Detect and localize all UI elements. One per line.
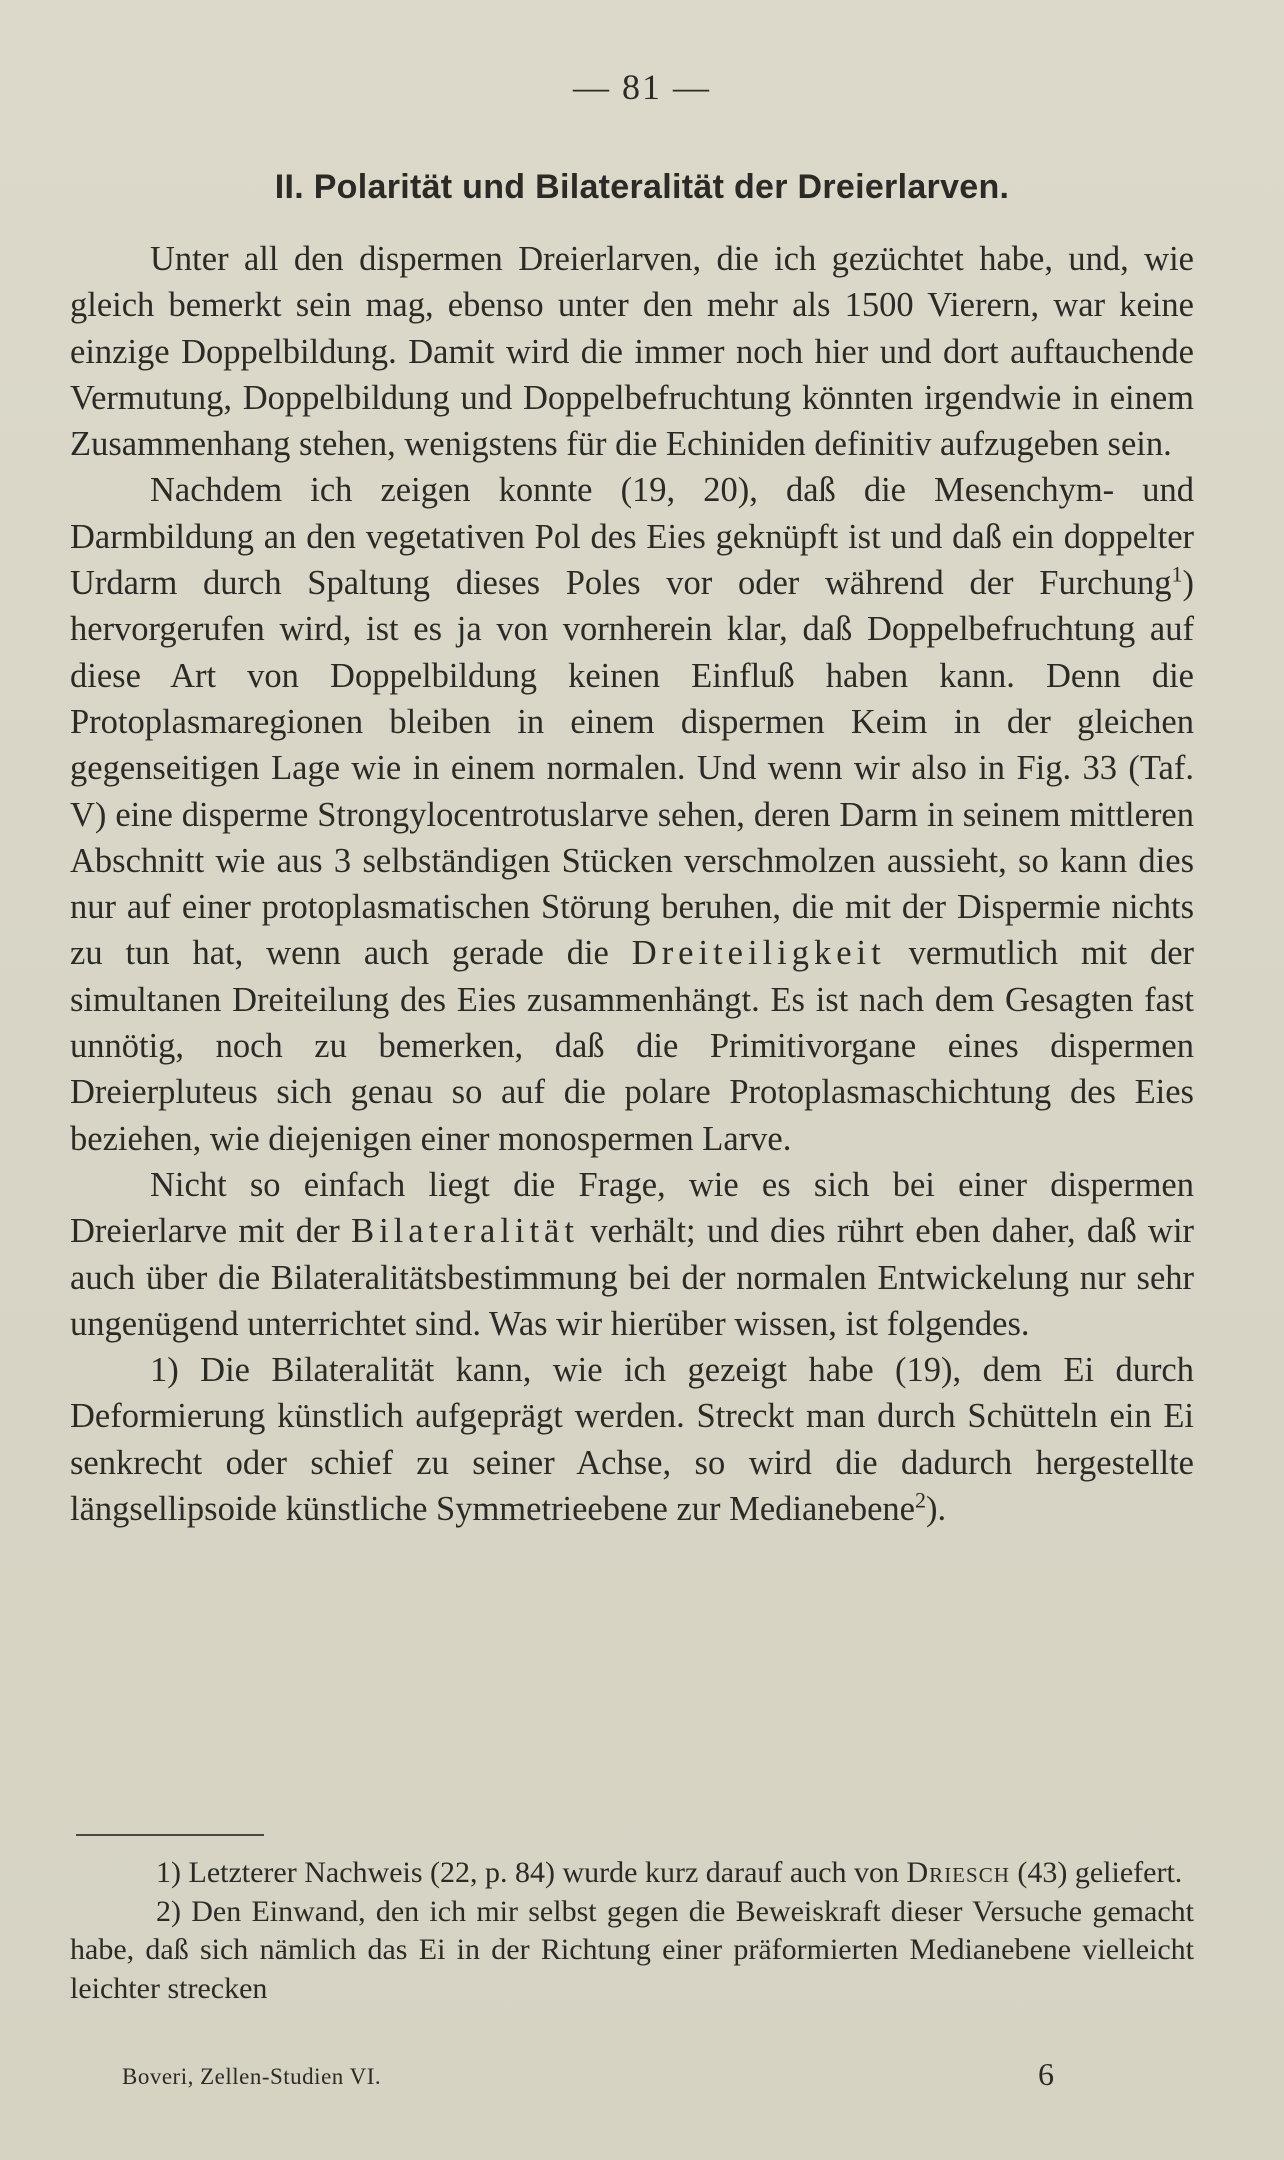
footnote-divider — [76, 1834, 264, 1836]
footnotes — [70, 1854, 1194, 2008]
paragraph-3 — [70, 1162, 1194, 1347]
paragraph-2-part-1: Nachdem ich zeigen konnte (19, 20), daß die Mesenchym- und Darmbildung an den vegetativen Pol des Eies geknüpft ist und daß ein doppelter Urdarm durch Spaltung dieses Poles vor oder während der Furchung — [70, 471, 1194, 603]
footnote-1-author: Driesch — [906, 1856, 1010, 1889]
emphasis-bilateralitaet: Bilateralität — [351, 1212, 579, 1251]
footnote-1-part-1: 1) Letzterer Nachweis (22, p. 84) wurde kurz darauf auch von — [156, 1856, 900, 1889]
page-number: — 81 — — [573, 67, 711, 107]
sheet-number: 6 — [1038, 2056, 1054, 2092]
paragraph-2-part-3: vermutlich mit der simultanen Dreiteilung des Eies zusammenhängt. Es ist nach dem Gesagten fast unnötig, noch zu bemerken, daß die Primitivorgane eines dispermen Dreierpluteus sich genau so auf die polare Protoplasmaschichtung des Eies beziehen, wie diejenigen einer monospermen Larve. — [70, 934, 1195, 1158]
paragraph-4-part-2: ). — [925, 1490, 947, 1529]
footnote-2-text: 2) Den Einwand, den ich mir selbst gegen die Beweiskraft dieser Versuche gemacht habe, daß sich nämlich das Ei in der Richtung einer präformierten Medianebene vielleicht leichter strecken — [70, 1894, 1194, 2005]
emphasis-dreiteiligkeit: Dreiteiligkeit — [631, 934, 886, 973]
footnote-reference-1: 1 — [1171, 561, 1183, 587]
paragraph-2 — [70, 467, 1194, 1161]
footnote-reference-2: 2 — [914, 1487, 926, 1513]
body-text — [70, 236, 1194, 1532]
paragraph-4 — [70, 1347, 1194, 1532]
section-heading: II. Polarität und Bilateralität der Dreierlarven. — [274, 168, 1010, 206]
paragraph-2-part-2: ) hervorgerufen wird, ist es ja von vornherein klar, daß Doppelbefruchtung auf diese Art von Doppelbildung keinen Einfluß haben kann. Denn die Protoplasmaregionen bleiben in einem dispermen Keim in der gleichen gegenseitigen Lage wie in einem normalen. Und wenn wir also in Fig. 33 (Taf. V) eine disperme Strongylocentrotuslarve sehen, deren Darm in seinem mittleren Abschnitt wie aus 3 selbständigen Stücken verschmolzen aussieht, so kann dies nur auf einer protoplasmatischen Störung beruhen, die mit der Dispermie nichts zu tun hat, wenn auch gerade die — [70, 564, 1194, 973]
signature-line: Boveri, Zellen-Studien VI. — [122, 2064, 382, 2089]
paragraph-4-part-1: 1) Die Bilateralität kann, wie ich gezeigt habe (19), dem Ei durch Deformierung künstlich aufgeprägt werden. Streckt man durch Schütteln ein Ei senkrecht oder schief zu seiner Achse, so wird die dadurch hergestellte längsellipsoide künstliche Symmetrieebene zur Medianebene — [70, 1351, 1194, 1529]
paragraph-1-text: Unter all den dispermen Dreierlarven, die ich gezüchtet habe, und, wie gleich bemerkt sein mag, ebenso unter den mehr als 1500 Vierern, war keine einzige Doppelbildung. Damit wird die immer noch hier und dort auftauchende Vermutung, Doppelbildung und Doppelbefruchtung könnten irgendwie in einem Zusammenhang stehen, wenigstens für die Echiniden definitiv aufzugeben sein. — [70, 240, 1194, 464]
paragraph-1 — [70, 236, 1194, 467]
paragraph-3-part-1: Nicht so einfach liegt die Frage, wie es sich bei einer dispermen Dreierlarve mit der — [70, 1165, 1194, 1251]
footnote-2 — [70, 1893, 1194, 2009]
paragraph-3-part-2: verhält; und dies rührt eben daher, daß wir auch über die Bilateralitätsbestimmung bei der normalen Entwickelung nur sehr ungenügend unterrichtet sind. Was wir hierüber wissen, ist folgendes. — [70, 1212, 1195, 1343]
footnote-1-part-2: (43) geliefert. — [1017, 1856, 1183, 1889]
footnote-1 — [70, 1854, 1194, 1893]
